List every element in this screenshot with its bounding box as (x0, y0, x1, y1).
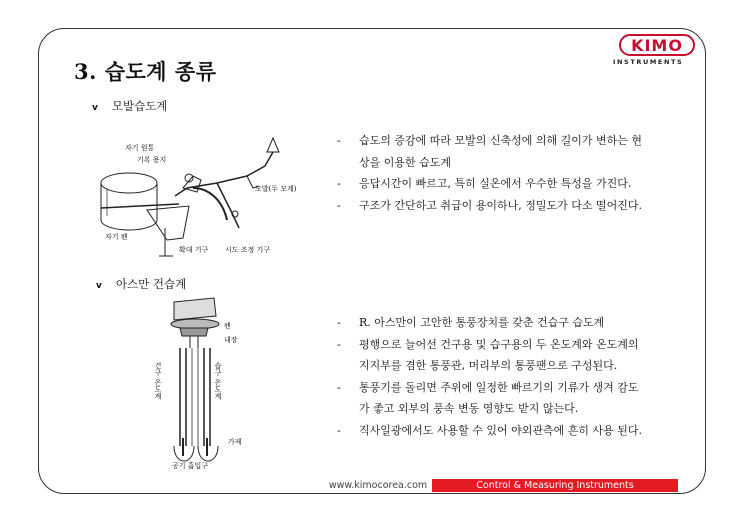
assmann-psychrometer-illustration (150, 296, 260, 472)
section-heading-assmann-psychrometer (96, 276, 186, 292)
label-fan: 팬 (224, 322, 231, 330)
assmann-psychrometer-bullets (337, 312, 692, 441)
footer-tagline-bar: Control & Measuring Instruments (432, 479, 678, 492)
section-heading-text: 아스만 건습계 (115, 277, 187, 291)
label-pen: 자기 펜 (105, 233, 128, 241)
bullet-text: 응답시간이 빠르고, 특히 실온에서 우수한 특성을 가진다. (359, 177, 632, 190)
kimo-logo (609, 34, 697, 72)
wet-tube (204, 348, 210, 446)
bullet-dash: - (337, 316, 341, 329)
label-drum: 자기 원통 (125, 144, 155, 152)
fan-head (174, 298, 216, 320)
list-item (337, 130, 692, 173)
label-dry: 건구 온도계 (154, 362, 162, 400)
check-marker: v (92, 103, 98, 113)
label-paper: 기록 용지 (137, 156, 167, 164)
footer-url-link[interactable]: www.kimocorea.com (328, 480, 428, 491)
list-item (337, 173, 692, 195)
hair-hygrometer-illustration (97, 128, 307, 258)
hair-hygrometer-bullets (337, 130, 692, 216)
dry-tube (180, 348, 186, 446)
bullet-line: 가 좋고 외부의 풍속 변동 영향도 받지 않는다. (359, 402, 579, 415)
bullet-dash: - (337, 198, 341, 212)
bullet-line: 상을 이용한 습도계 (359, 155, 452, 169)
bullet-text: 직사일광에서도 사용할 수 있어 야외관측에 흔히 사용 된다. (359, 423, 642, 437)
page-title: 3. 습도계 종류 (74, 59, 217, 84)
list-item (337, 312, 692, 334)
bullet-line: 지지부를 겸한 통풍관, 머리부의 통풍팬으로 구성된다. (359, 359, 618, 372)
list-item (337, 377, 692, 420)
list-item (337, 334, 692, 377)
base-plate (147, 206, 189, 240)
label-wet: 습구 온도계 (214, 362, 222, 400)
pen-arm (101, 204, 179, 208)
drum-top (101, 173, 157, 193)
bullet-dash: - (337, 380, 341, 394)
logo-name: KIMO (631, 35, 683, 55)
label-inner: 내장 (224, 336, 238, 344)
bullet-line: 평행으로 늘어선 건구용 및 습구용의 두 온도계와 온도계의 (359, 337, 639, 351)
label-adjust: 시도 조정 기구 (225, 246, 271, 254)
bullet-dash: - (337, 337, 341, 351)
bullet-line: 습도의 증감에 따라 모발의 신축성에 의해 길이가 변하는 현 (359, 134, 642, 147)
bullet-text (359, 334, 692, 377)
bullet-text: 구조가 간단하고 취급이 용이하나, 정밀도가 다소 떨어진다. (359, 198, 642, 212)
bullet-dash: - (337, 423, 341, 437)
logo-badge (619, 34, 695, 56)
logo-subtitle: INSTRUMENTS (613, 58, 684, 66)
list-item (337, 195, 692, 217)
label-inlet: 공기 흡입구 (172, 462, 209, 470)
label-gauze: 가제 (228, 438, 242, 446)
bullet-dash: - (337, 177, 341, 190)
bullet-text: R. 아스만이 고안한 통풍장치를 갖춘 건습구 습도계 (359, 316, 605, 329)
bullet-dash: - (337, 134, 341, 147)
label-hair: 모발(두 모계) (255, 185, 297, 193)
list-item (337, 420, 692, 442)
bullet-text (359, 130, 692, 173)
section-heading-text: 모발습도계 (111, 99, 168, 113)
label-lever: 확대 기구 (179, 246, 209, 254)
bullet-text (359, 377, 692, 420)
section-heading-hair-hygrometer (92, 98, 167, 114)
check-marker: v (96, 281, 102, 291)
bullet-line: 통풍기를 돌리면 주위에 일정한 빠르기의 기류가 생겨 감도 (359, 380, 639, 394)
